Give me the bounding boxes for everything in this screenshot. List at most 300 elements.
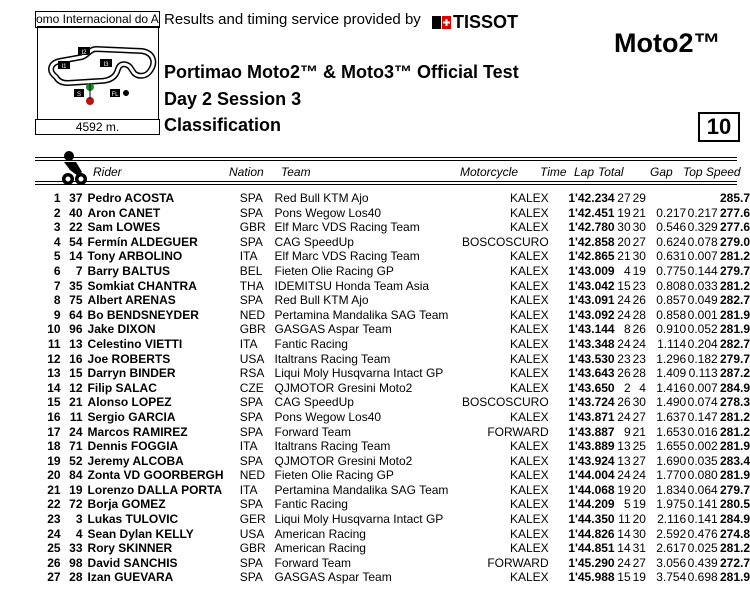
cell-rider: Zonta VD GOORBERGH bbox=[87, 468, 224, 483]
cell-lap: 8 bbox=[623, 322, 631, 337]
cell-time: 1'42.780 bbox=[568, 220, 615, 235]
table-row bbox=[35, 410, 750, 425]
cell-time: 1'43.042 bbox=[568, 278, 615, 293]
cell-team: Liqui Moly Husqvarna Intact GP bbox=[274, 366, 444, 381]
cell-gap1: 1.770 bbox=[656, 468, 687, 483]
cell-gap1: 1.975 bbox=[656, 497, 687, 512]
cell-gap1: 1.834 bbox=[656, 482, 687, 497]
cell-pos: 3 bbox=[53, 220, 61, 235]
cell-lap: 21 bbox=[617, 249, 631, 264]
cell-nat: SPA bbox=[239, 234, 263, 249]
cell-moto: KALEX bbox=[509, 409, 549, 424]
table-row bbox=[35, 439, 750, 454]
cell-lap: 15 bbox=[617, 278, 631, 293]
cell-total: 20 bbox=[632, 482, 646, 497]
cell-team: Forward Team bbox=[274, 555, 352, 570]
cell-team: Pertamina Mandalika SAG Team bbox=[274, 307, 449, 322]
cell-rider: Lorenzo DALLA PORTA bbox=[87, 482, 223, 497]
cell-speed: 281.9 bbox=[719, 468, 750, 483]
cell-team: Red Bull KTM Ajo bbox=[274, 191, 369, 205]
cell-team: Fieten Olie Racing GP bbox=[274, 468, 394, 483]
cell-pos: 9 bbox=[53, 307, 61, 322]
cell-team: QJMOTOR Gresini Moto2 bbox=[274, 453, 413, 468]
start-label: S bbox=[76, 92, 82, 98]
divider bbox=[35, 157, 737, 158]
cell-total: 24 bbox=[632, 468, 646, 483]
cell-time: 1'45.290 bbox=[568, 555, 615, 570]
cell-gap2: 0.080 bbox=[687, 468, 718, 483]
cell-speed: 274.8 bbox=[719, 526, 750, 541]
cell-num: 37 bbox=[69, 191, 83, 205]
cell-moto: KALEX bbox=[509, 191, 549, 205]
cell-gap1: 1.409 bbox=[656, 366, 687, 381]
cell-total: 26 bbox=[632, 293, 646, 308]
cell-team: Fantic Racing bbox=[274, 336, 348, 351]
cell-nat: SPA bbox=[239, 570, 263, 585]
cell-nat: GBR bbox=[239, 541, 266, 556]
cell-num: 11 bbox=[69, 409, 83, 424]
cell-team: Pons Wegow Los40 bbox=[274, 409, 382, 424]
cell-time: 1'43.091 bbox=[568, 293, 615, 308]
cell-speed: 287.2 bbox=[719, 366, 750, 381]
cell-moto: KALEX bbox=[509, 307, 549, 322]
cell-rider: Joe ROBERTS bbox=[87, 351, 171, 366]
cell-nat: BEL bbox=[239, 263, 263, 278]
cell-total: 27 bbox=[632, 234, 646, 249]
table-row bbox=[35, 483, 750, 498]
cell-pos: 27 bbox=[47, 570, 61, 585]
cell-time: 1'44.350 bbox=[568, 512, 615, 527]
cell-rider: Aron CANET bbox=[87, 205, 161, 220]
cell-moto: KALEX bbox=[509, 263, 549, 278]
cell-time: 1'43.530 bbox=[568, 351, 615, 366]
tissot-square-icon bbox=[432, 16, 441, 29]
cell-rider: David SANCHIS bbox=[87, 555, 178, 570]
cell-rider: Borja GOMEZ bbox=[87, 497, 166, 512]
cell-gap2: 0.147 bbox=[687, 409, 718, 424]
finish-line-label: FL bbox=[111, 92, 119, 98]
table-row bbox=[35, 322, 750, 337]
cell-pos: 25 bbox=[47, 541, 61, 556]
cell-total: 19 bbox=[632, 497, 646, 512]
cell-speed: 281.9 bbox=[719, 307, 750, 322]
tissot-wordmark: TISSOT bbox=[453, 12, 519, 32]
cell-gap1: 2.617 bbox=[656, 541, 687, 556]
cell-lap: 4 bbox=[623, 263, 631, 278]
motorbike-rider-icon bbox=[60, 150, 88, 191]
cell-team: American Racing bbox=[274, 526, 366, 541]
cell-pos: 4 bbox=[53, 234, 61, 249]
cell-total: 29 bbox=[632, 191, 646, 205]
cell-lap: 24 bbox=[617, 307, 631, 322]
cell-time: 1'43.092 bbox=[568, 307, 615, 322]
cell-lap: 15 bbox=[617, 570, 631, 585]
cell-lap: 23 bbox=[617, 351, 631, 366]
cell-num: 33 bbox=[69, 541, 83, 556]
cell-speed: 281.2 bbox=[719, 249, 750, 264]
cell-time: 1'43.924 bbox=[568, 453, 615, 468]
divider bbox=[35, 181, 737, 182]
cell-speed: 279.7 bbox=[719, 482, 750, 497]
cell-num: 16 bbox=[69, 351, 83, 366]
cell-num: 64 bbox=[69, 307, 83, 322]
cell-num: 3 bbox=[75, 512, 83, 527]
cell-pos: 19 bbox=[47, 453, 61, 468]
cell-gap2: 0.035 bbox=[687, 453, 718, 468]
col-lap: Lap bbox=[574, 165, 595, 179]
cell-moto: KALEX bbox=[509, 541, 549, 556]
cell-pos: 22 bbox=[47, 497, 61, 512]
cell-num: 35 bbox=[69, 278, 83, 293]
cell-gap2: 0.078 bbox=[687, 234, 718, 249]
cell-nat: NED bbox=[239, 468, 266, 483]
cell-total: 30 bbox=[632, 395, 646, 410]
cell-moto: KALEX bbox=[509, 482, 549, 497]
cell-gap2: 0.182 bbox=[687, 351, 718, 366]
cell-num: 75 bbox=[69, 293, 83, 308]
cell-gap2: 0.001 bbox=[687, 307, 718, 322]
direction-icon bbox=[123, 90, 129, 96]
cell-lap: 24 bbox=[617, 555, 631, 570]
col-total: Total bbox=[598, 165, 624, 179]
cell-speed: 284.9 bbox=[719, 512, 750, 527]
results-table bbox=[35, 191, 750, 585]
cell-moto: KALEX bbox=[509, 439, 549, 454]
track-map bbox=[37, 26, 159, 120]
cell-num: 7 bbox=[75, 263, 83, 278]
cell-speed: 281.9 bbox=[719, 439, 750, 454]
cell-total: 30 bbox=[632, 526, 646, 541]
cell-nat: GBR bbox=[239, 220, 266, 235]
cell-moto: BOSCOSCURO bbox=[461, 234, 549, 249]
cell-time: 1'42.858 bbox=[568, 234, 615, 249]
table-row bbox=[35, 308, 750, 323]
cell-total: 19 bbox=[632, 570, 646, 585]
cell-moto: KALEX bbox=[509, 366, 549, 381]
cell-moto: KALEX bbox=[509, 570, 549, 585]
cell-lap: 26 bbox=[617, 395, 631, 410]
cell-rider: Darryn BINDER bbox=[87, 366, 176, 381]
cell-rider: Rory SKINNER bbox=[87, 541, 173, 556]
cell-gap1: 2.116 bbox=[657, 512, 687, 527]
table-row bbox=[35, 220, 750, 235]
cell-time: 1'44.209 bbox=[568, 497, 615, 512]
cell-time: 1'42.865 bbox=[568, 249, 615, 264]
table-row bbox=[35, 570, 750, 585]
cell-time: 1'44.068 bbox=[568, 482, 615, 497]
table-row bbox=[35, 191, 750, 206]
cell-num: 14 bbox=[69, 249, 83, 264]
tissot-logo bbox=[432, 12, 518, 33]
cell-total: 4 bbox=[639, 380, 646, 395]
cell-gap2: 0.064 bbox=[687, 482, 718, 497]
cell-time: 1'44.826 bbox=[568, 526, 615, 541]
cell-team: QJMOTOR Gresini Moto2 bbox=[274, 380, 413, 395]
cell-total: 27 bbox=[632, 555, 646, 570]
table-row bbox=[35, 425, 750, 440]
cell-lap: 19 bbox=[617, 482, 631, 497]
cell-gap1: 0.808 bbox=[656, 278, 687, 293]
cell-gap2 bbox=[686, 191, 717, 206]
cell-nat: SPA bbox=[239, 395, 263, 410]
cell-gap1: 0.910 bbox=[656, 322, 687, 337]
cell-rider: Fermín ALDEGUER bbox=[87, 234, 198, 249]
provider-text: Results and timing service provided by bbox=[164, 11, 421, 28]
cell-time: 1'43.724 bbox=[568, 395, 615, 410]
cell-moto: KALEX bbox=[509, 468, 549, 483]
cell-team: Elf Marc VDS Racing Team bbox=[274, 220, 420, 235]
cell-total: 30 bbox=[632, 249, 646, 264]
table-row bbox=[35, 366, 750, 381]
cell-pos: 5 bbox=[53, 249, 61, 264]
cell-rider: Pedro ACOSTA bbox=[87, 191, 175, 205]
cell-gap1: 1.655 bbox=[656, 439, 687, 454]
cell-nat: USA bbox=[239, 526, 265, 541]
cell-pos: 20 bbox=[47, 468, 61, 483]
cell-num: 19 bbox=[69, 482, 83, 497]
cell-team: CAG SpeedUp bbox=[274, 234, 354, 249]
cell-speed: 281.2 bbox=[719, 278, 750, 293]
cell-gap2: 0.007 bbox=[687, 249, 718, 264]
cell-speed: 277.6 bbox=[719, 220, 750, 235]
cell-moto: KALEX bbox=[509, 512, 549, 527]
cell-gap1: 1.637 bbox=[656, 409, 687, 424]
cell-speed: 281.9 bbox=[719, 570, 750, 585]
cell-nat: ITA bbox=[239, 482, 258, 497]
cell-speed: 280.5 bbox=[719, 497, 750, 512]
cell-gap2: 0.074 bbox=[687, 395, 718, 410]
table-row bbox=[35, 527, 750, 542]
table-row bbox=[35, 279, 750, 294]
cell-pos: 11 bbox=[47, 336, 61, 351]
cell-rider: Celestino VIETTI bbox=[87, 336, 183, 351]
cell-speed: 282.7 bbox=[719, 293, 750, 308]
cell-pos: 24 bbox=[47, 526, 61, 541]
cell-total: 24 bbox=[632, 336, 646, 351]
cell-rider: Bo BENDSNEYDER bbox=[87, 307, 199, 322]
sector-i2-label: I2 bbox=[81, 50, 87, 56]
col-top-speed: Top Speed bbox=[683, 165, 741, 179]
col-rider: Rider bbox=[93, 165, 122, 179]
cell-total: 27 bbox=[632, 453, 646, 468]
session-title: Day 2 Session 3 bbox=[164, 89, 302, 109]
cell-moto: KALEX bbox=[509, 497, 549, 512]
cell-lap: 24 bbox=[617, 409, 631, 424]
cell-gap1: 0.857 bbox=[656, 293, 687, 308]
cell-nat: SPA bbox=[239, 453, 263, 468]
cell-gap1: 0.775 bbox=[656, 263, 687, 278]
cell-gap1: 2.592 bbox=[656, 526, 687, 541]
cell-gap2: 0.052 bbox=[687, 322, 718, 337]
cell-num: 12 bbox=[69, 380, 83, 395]
cell-gap1: 1.490 bbox=[656, 395, 687, 410]
cell-time: 1'44.851 bbox=[568, 541, 615, 556]
cell-moto: KALEX bbox=[509, 220, 549, 235]
cell-nat: SPA bbox=[239, 191, 263, 205]
cell-pos: 17 bbox=[47, 424, 61, 439]
cell-num: 13 bbox=[69, 336, 83, 351]
cell-rider: Alonso LOPEZ bbox=[87, 395, 172, 410]
cell-moto: KALEX bbox=[509, 249, 549, 264]
cell-moto: KALEX bbox=[509, 322, 549, 337]
cell-speed: 279.7 bbox=[719, 263, 750, 278]
cell-rider: Jake DIXON bbox=[87, 322, 156, 337]
table-row bbox=[35, 293, 750, 308]
cell-lap: 13 bbox=[617, 453, 631, 468]
divider bbox=[35, 160, 737, 161]
cell-gap1 bbox=[646, 191, 686, 206]
cell-rider: Filip SALAC bbox=[87, 380, 157, 395]
cell-num: 24 bbox=[69, 424, 83, 439]
cell-time: 1'42.451 bbox=[568, 205, 615, 220]
cell-gap2: 0.049 bbox=[687, 293, 718, 308]
cell-speed: 283.4 bbox=[719, 453, 750, 468]
cell-team: Elf Marc VDS Racing Team bbox=[274, 249, 420, 264]
cell-nat: CZE bbox=[239, 380, 264, 395]
cell-speed: 272.7 bbox=[719, 555, 750, 570]
cell-gap2: 0.698 bbox=[687, 570, 718, 585]
cell-team: Forward Team bbox=[274, 424, 352, 439]
cell-total: 23 bbox=[632, 351, 646, 366]
cell-time: 1'43.887 bbox=[568, 424, 615, 439]
cell-gap2: 0.033 bbox=[687, 278, 718, 293]
cell-team: Italtrans Racing Team bbox=[274, 439, 391, 454]
cell-pos: 13 bbox=[47, 366, 61, 381]
cell-rider: Somkiat CHANTRA bbox=[87, 278, 197, 293]
cell-lap: 14 bbox=[617, 526, 631, 541]
cell-team: American Racing bbox=[274, 541, 366, 556]
cell-pos: 15 bbox=[47, 395, 61, 410]
cell-gap1: 1.416 bbox=[656, 380, 687, 395]
cell-rider: Sean Dylan KELLY bbox=[87, 526, 194, 541]
cell-pos: 18 bbox=[47, 439, 61, 454]
cell-pos: 21 bbox=[47, 482, 61, 497]
cell-team: GASGAS Aspar Team bbox=[274, 322, 392, 337]
cell-lap: 13 bbox=[617, 439, 631, 454]
cell-num: 96 bbox=[69, 322, 83, 337]
cell-total: 31 bbox=[632, 541, 646, 556]
cell-team: Italtrans Racing Team bbox=[274, 351, 391, 366]
cell-gap2: 0.217 bbox=[687, 205, 718, 220]
cell-total: 27 bbox=[632, 409, 646, 424]
cell-pos: 12 bbox=[47, 351, 61, 366]
cell-moto: KALEX bbox=[509, 278, 549, 293]
cell-rider: Izan GUEVARA bbox=[87, 570, 174, 585]
col-nation: Nation bbox=[229, 165, 264, 179]
cell-pos: 10 bbox=[47, 322, 61, 337]
cell-num: 84 bbox=[69, 468, 83, 483]
cell-gap1: 0.624 bbox=[656, 234, 687, 249]
cell-total: 25 bbox=[632, 439, 646, 454]
table-row bbox=[35, 337, 750, 352]
cell-time: 1'43.348 bbox=[568, 336, 615, 351]
cell-num: 21 bbox=[69, 395, 83, 410]
cell-moto: FORWARD bbox=[487, 424, 549, 439]
tissot-cross-icon bbox=[442, 16, 451, 29]
table-row bbox=[35, 395, 750, 410]
cell-pos: 23 bbox=[47, 512, 61, 527]
cell-gap2: 0.144 bbox=[687, 263, 718, 278]
cell-nat: SPA bbox=[239, 205, 263, 220]
cell-total: 20 bbox=[632, 512, 646, 527]
cell-num: 40 bbox=[69, 205, 83, 220]
cell-num: 71 bbox=[69, 439, 83, 454]
cell-rider: Sergio GARCIA bbox=[87, 409, 176, 424]
cell-lap: 24 bbox=[617, 336, 631, 351]
cell-lap: 27 bbox=[617, 191, 631, 205]
cell-nat: ITA bbox=[239, 249, 258, 264]
col-team: Team bbox=[281, 165, 311, 179]
cell-gap2: 0.141 bbox=[687, 497, 718, 512]
cell-gap1: 1.114 bbox=[657, 336, 687, 351]
cell-gap2: 0.002 bbox=[687, 439, 718, 454]
cell-rider: Sam LOWES bbox=[87, 220, 161, 235]
cell-gap1: 1.653 bbox=[656, 424, 687, 439]
cell-num: 22 bbox=[69, 220, 83, 235]
cell-num: 15 bbox=[69, 366, 83, 381]
cell-team: Red Bull KTM Ajo bbox=[274, 293, 369, 308]
table-row bbox=[35, 249, 750, 264]
cell-total: 26 bbox=[632, 322, 646, 337]
cell-rider: Barry BALTUS bbox=[87, 263, 170, 278]
cell-team: Fantic Racing bbox=[274, 497, 348, 512]
cell-gap2: 0.141 bbox=[687, 512, 718, 527]
document-type: Classification bbox=[164, 115, 282, 135]
cell-pos: 2 bbox=[53, 205, 61, 220]
table-row bbox=[35, 381, 750, 396]
class-title: Moto2™ bbox=[614, 28, 721, 58]
cell-pos: 1 bbox=[53, 191, 61, 205]
circuit-length: 4592 m. bbox=[35, 119, 160, 135]
cell-num: 98 bbox=[69, 555, 83, 570]
cell-time: 1'43.144 bbox=[568, 322, 615, 337]
cell-team: Liqui Moly Husqvarna Intact GP bbox=[274, 512, 444, 527]
cell-moto: KALEX bbox=[509, 336, 549, 351]
cell-lap: 20 bbox=[617, 234, 631, 249]
cell-gap1: 0.217 bbox=[656, 205, 687, 220]
cell-time: 1'43.871 bbox=[568, 409, 615, 424]
table-row bbox=[35, 206, 750, 221]
cell-nat: SPA bbox=[239, 409, 263, 424]
table-row bbox=[35, 512, 750, 527]
cell-total: 21 bbox=[632, 205, 646, 220]
cell-lap: 26 bbox=[617, 366, 631, 381]
cell-nat: ITA bbox=[239, 336, 258, 351]
cell-gap1: 1.690 bbox=[656, 453, 687, 468]
cell-moto: KALEX bbox=[509, 380, 549, 395]
cell-team: Fieten Olie Racing GP bbox=[274, 263, 394, 278]
table-row bbox=[35, 264, 750, 279]
sector-i1-label: I1 bbox=[61, 64, 67, 70]
col-gap: Gap bbox=[650, 165, 673, 179]
cell-lap: 19 bbox=[617, 205, 631, 220]
track-map-icon bbox=[38, 27, 158, 119]
cell-speed: 284.9 bbox=[719, 380, 750, 395]
sector-i3-label: I3 bbox=[103, 62, 109, 68]
cell-lap: 24 bbox=[617, 293, 631, 308]
cell-speed: 279.7 bbox=[719, 351, 750, 366]
cell-moto: KALEX bbox=[509, 351, 549, 366]
cell-lap: 9 bbox=[623, 424, 631, 439]
cell-team: CAG SpeedUp bbox=[274, 395, 354, 410]
cell-speed: 282.7 bbox=[719, 336, 750, 351]
table-row bbox=[35, 235, 750, 250]
cell-gap2: 0.329 bbox=[687, 220, 718, 235]
cell-time: 1'42.234 bbox=[568, 191, 615, 205]
cell-nat: GBR bbox=[239, 322, 266, 337]
cell-rider: Albert ARENAS bbox=[87, 293, 176, 308]
cell-time: 1'43.650 bbox=[568, 380, 615, 395]
